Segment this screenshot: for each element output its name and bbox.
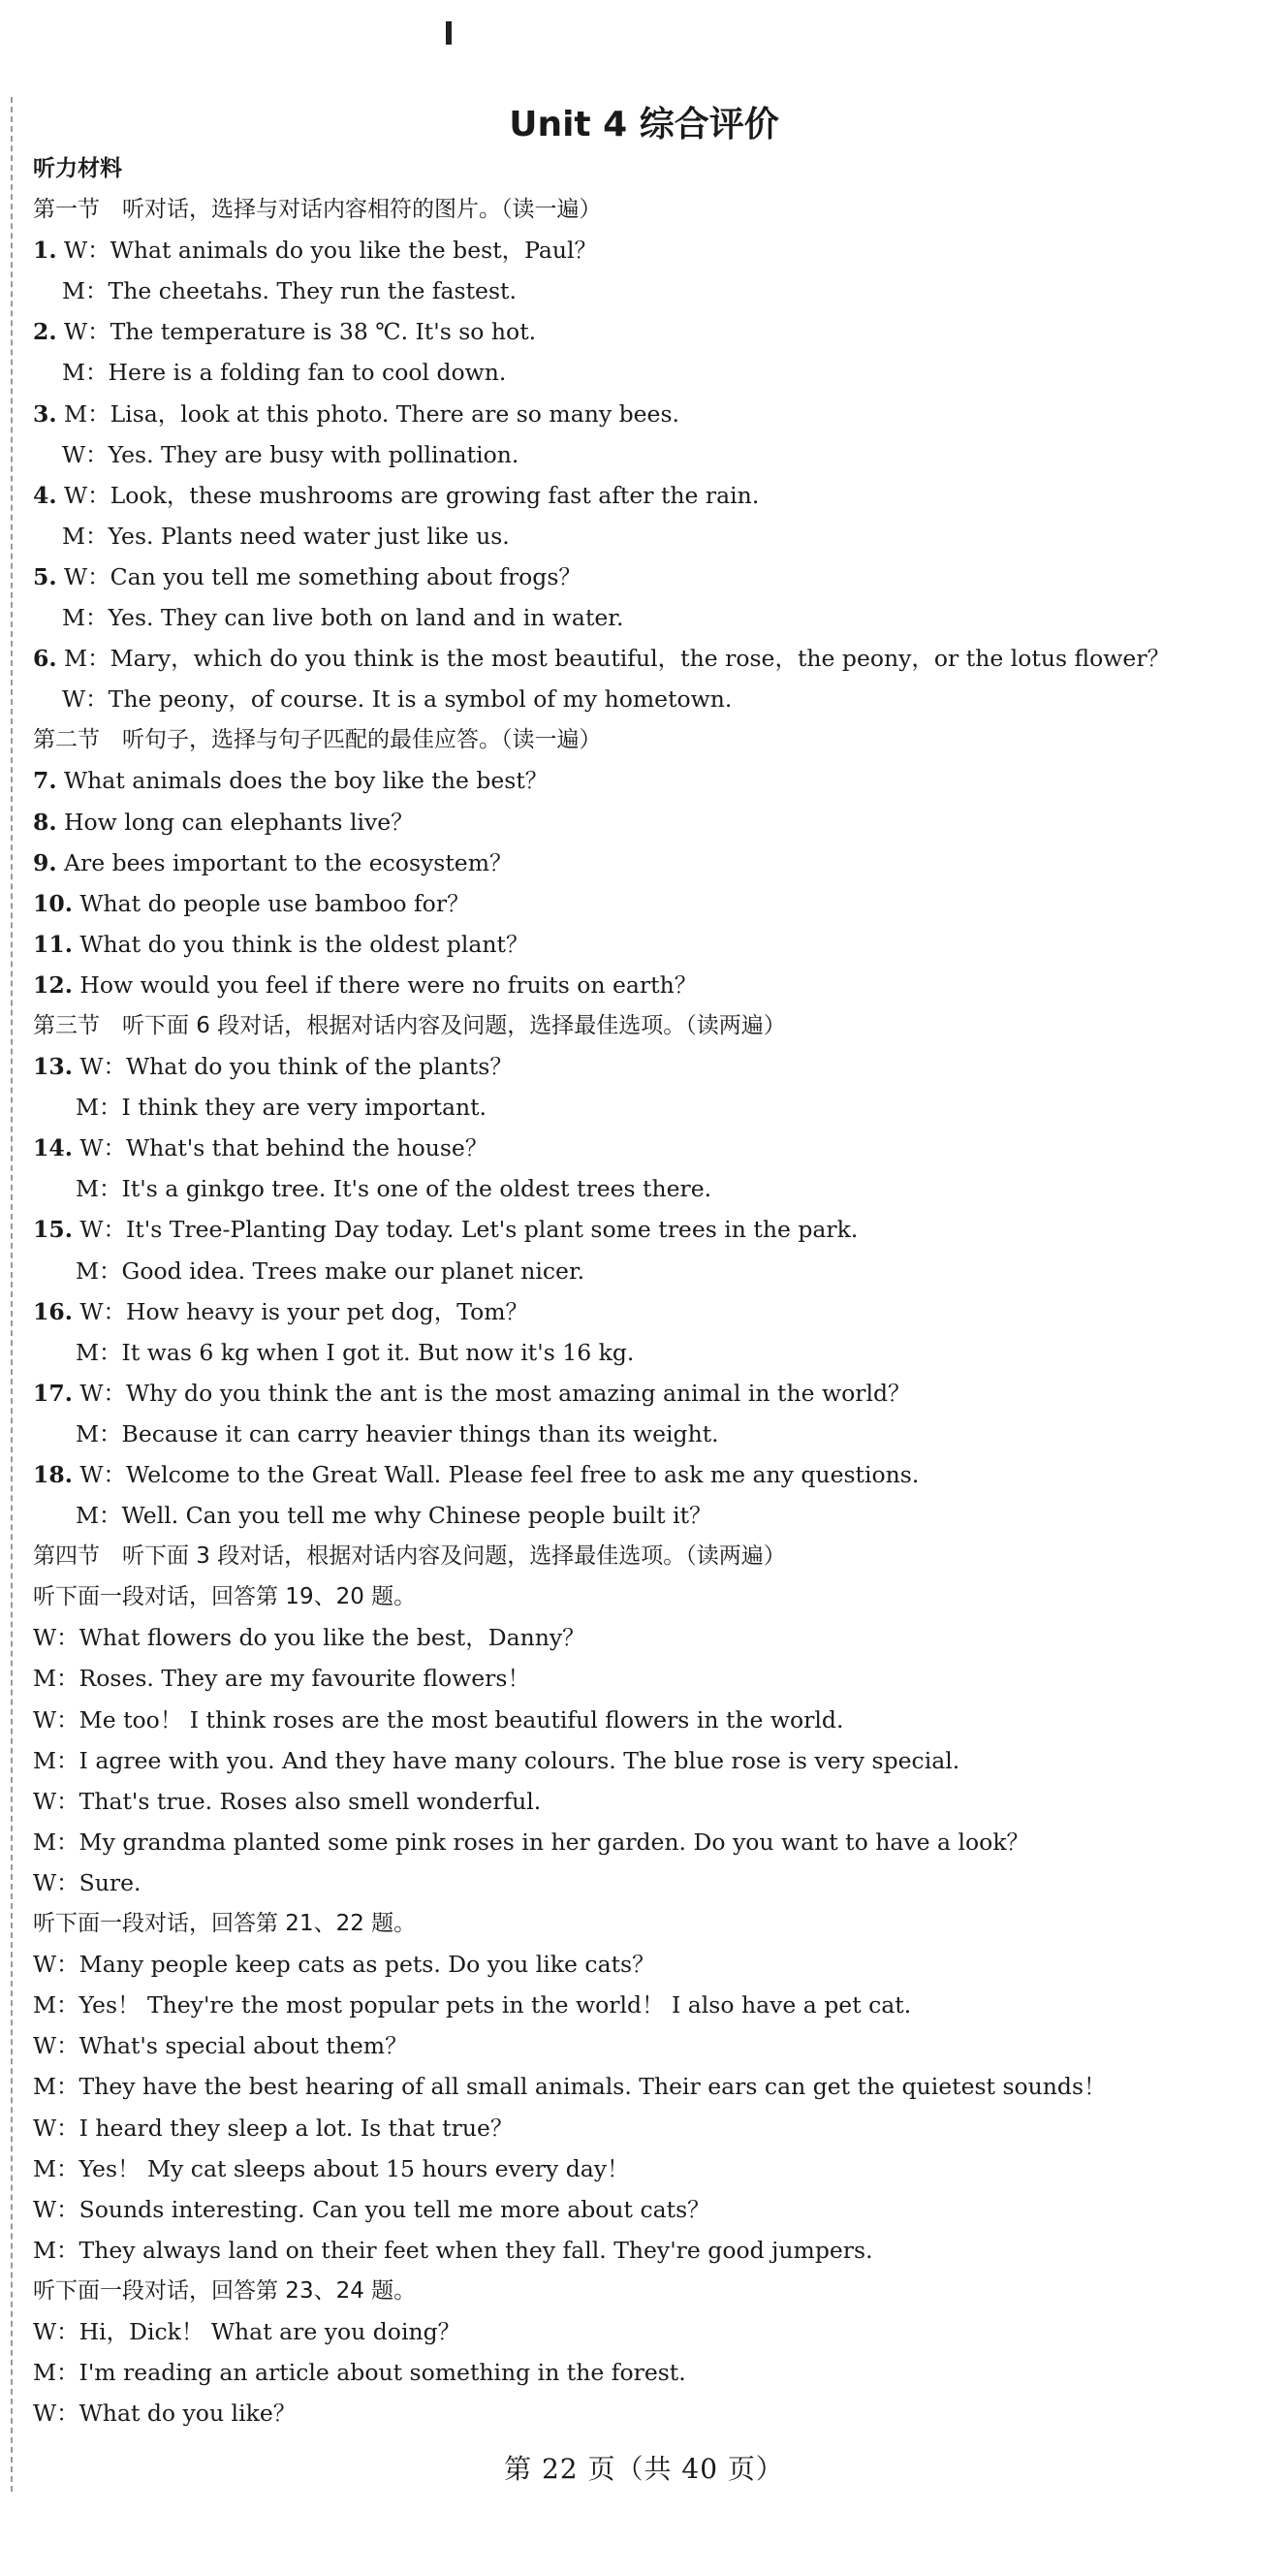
question-line	[33, 1291, 1264, 1332]
question-line	[33, 638, 1264, 679]
question-line	[33, 1128, 1264, 1168]
line-text: 听下面一段对话，回答第 19、20 题。	[33, 1584, 417, 1610]
dialogue-line	[33, 2108, 1264, 2148]
section-instruction	[33, 1903, 1264, 1944]
question-number: 5.	[33, 562, 57, 590]
question-line	[33, 1046, 1264, 1087]
dialogue-line	[33, 597, 1264, 638]
dialogue-line	[33, 2025, 1264, 2066]
question-number: 11.	[33, 930, 73, 958]
line-text: W：What's that behind the house？	[72, 1134, 488, 1162]
dialogue-line	[33, 2066, 1264, 2107]
question-number: 7.	[33, 767, 57, 795]
question-line	[33, 311, 1264, 352]
dialogue-line	[33, 270, 1264, 311]
question-line	[33, 760, 1264, 801]
binding-cut-line	[11, 97, 13, 2492]
question-line	[33, 1209, 1264, 1250]
line-text: M：Good idea. Trees make our planet nicer.	[76, 1256, 585, 1285]
dialogue-line	[33, 1617, 1264, 1658]
line-text: W：What's special about them？	[33, 2032, 408, 2060]
dialogue-line	[33, 679, 1264, 719]
line-text: W：Sure.	[33, 1868, 141, 1896]
line-text: M：I think they are very important.	[76, 1094, 487, 1122]
dialogue-line	[33, 2352, 1264, 2393]
line-text: W：Sounds interesting. Can you tell me more about cats？	[33, 2195, 710, 2223]
line-text: 听下面一段对话，回答第 23、24 题。	[33, 2277, 417, 2304]
line-text: W：I heard they sleep a lot. Is that true？	[33, 2114, 514, 2142]
question-number: 2.	[33, 318, 57, 346]
section-instruction	[33, 1005, 1264, 1046]
line-text: M：Mary，which do you think is the most beautiful，the rose，the peony，or the lotus flower？	[56, 645, 1171, 673]
line-text: W：Yes. They are busy with pollination.	[62, 440, 519, 468]
line-text: W：That's true. Roses also smell wonderful.	[33, 1787, 542, 1815]
line-text: M：Because it can carry heavier things than its weight.	[76, 1419, 719, 1447]
line-text: W：The temperature is 38 ℃. It's so hot.	[56, 318, 537, 346]
question-number: 10.	[33, 889, 73, 917]
question-number: 3.	[33, 399, 57, 428]
line-text: 第四节 听下面 3 段对话，根据对话内容及问题，选择最佳选项。（读两遍）	[33, 1543, 786, 1570]
top-margin-mark	[446, 21, 452, 45]
dialogue-line	[33, 1985, 1264, 2025]
line-text: M：Yes！ They're the most popular pets in the world！ I also have a pet cat.	[33, 1991, 912, 2019]
section-instruction	[33, 719, 1264, 760]
listening-material	[33, 148, 1264, 2433]
section-instruction	[33, 189, 1264, 230]
section-instruction	[33, 1576, 1264, 1617]
question-number: 4.	[33, 481, 57, 509]
line-text: 第三节 听下面 6 段对话，根据对话内容及问题，选择最佳选项。（读两遍）	[33, 1012, 786, 1038]
line-text: M：I'm reading an article about something in the forest.	[33, 2359, 686, 2387]
line-text: W：Me too！ I think roses are the most beautiful flowers in the world.	[33, 1705, 844, 1733]
question-line	[33, 1454, 1264, 1495]
dialogue-line	[33, 2311, 1264, 2352]
dialogue-line	[33, 434, 1264, 475]
line-text: W：Look，these mushrooms are growing fast after the rain.	[56, 481, 760, 509]
dialogue-line	[33, 1944, 1264, 1985]
line-text: W：Can you tell me something about frogs？	[56, 562, 581, 590]
line-text: W：Welcome to the Great Wall. Please feel free to ask me any questions.	[72, 1461, 920, 1488]
dialogue-line	[33, 1740, 1264, 1781]
line-text: M：It was 6 kg when I got it. But now it's 16 kg.	[76, 1338, 635, 1366]
line-text: M：My grandma planted some pink roses in her garden. Do you want to have a look？	[33, 1828, 1030, 1856]
question-line	[33, 230, 1264, 270]
line-text: M：Yes. Plants need water just like us.	[62, 522, 510, 550]
line-text: W：What do you like？	[33, 2400, 297, 2428]
dialogue-line	[33, 2230, 1264, 2271]
line-text: M：Roses. They are my favourite flowers！	[33, 1665, 530, 1693]
dialogue-line	[33, 1087, 1264, 1128]
line-text: M：Yes. They can live both on land and in water.	[62, 604, 624, 632]
line-text: W：What animals do you like the best，Paul？	[56, 237, 598, 265]
line-text: M：Yes！ My cat sleeps about 15 hours every day！	[33, 2154, 630, 2182]
dialogue-line	[33, 2148, 1264, 2189]
question-number: 17.	[33, 1379, 73, 1407]
dialogue-line	[33, 1700, 1264, 1740]
dialogue-line	[33, 1251, 1264, 1291]
page-number: 第 22 页（共 40 页）	[504, 2453, 784, 2485]
question-number: 12.	[33, 970, 73, 999]
line-text: W：Why do you think the ant is the most amazing animal in the world？	[72, 1379, 911, 1407]
line-text: W：What flowers do you like the best，Danny？	[33, 1624, 585, 1652]
line-text: M：Here is a folding fan to cool down.	[62, 359, 507, 387]
line-text: M：I agree with you. And they have many colours. The blue rose is very special.	[33, 1746, 960, 1774]
question-number: 14.	[33, 1134, 73, 1162]
question-line	[33, 883, 1264, 924]
line-text: M：Lisa，look at this photo. There are so many bees.	[56, 399, 679, 428]
line-text: W：The peony，of course. It is a symbol of my hometown.	[62, 685, 733, 714]
line-text: W：How heavy is your pet dog，Tom？	[72, 1297, 529, 1325]
section-heading: 听力材料	[33, 156, 122, 181]
question-number: 8.	[33, 808, 57, 836]
dialogue-line	[33, 1414, 1264, 1454]
dialogue-line	[33, 2189, 1264, 2230]
question-number: 16.	[33, 1297, 73, 1325]
question-number: 6.	[33, 645, 57, 673]
question-number: 1.	[33, 237, 57, 265]
dialogue-line	[33, 516, 1264, 557]
section-instruction	[33, 1536, 1264, 1576]
question-line	[33, 802, 1264, 843]
line-text: What animals does the boy like the best？	[56, 767, 549, 795]
dialogue-line	[33, 1495, 1264, 1536]
line-text: 第一节 听对话，选择与对话内容相符的图片。（读一遍）	[33, 197, 602, 223]
line-text: M：They always land on their feet when they fall. They're good jumpers.	[33, 2236, 873, 2264]
dialogue-line	[33, 2393, 1264, 2433]
line-text: How would you feel if there were no fruits on earth？	[72, 970, 698, 999]
dialogue-line	[33, 1781, 1264, 1822]
line-text: Are bees important to the ecosystem？	[56, 848, 513, 876]
line-text: What do people use bamboo for？	[72, 889, 470, 917]
dialogue-line	[33, 1658, 1264, 1699]
dialogue-line	[33, 1168, 1264, 1209]
line-text: M：It's a ginkgo tree. It's one of the oldest trees there.	[76, 1175, 712, 1203]
question-number: 13.	[33, 1053, 73, 1081]
question-number: 15.	[33, 1216, 73, 1244]
line-text: W：Hi，Dick！ What are you doing？	[33, 2317, 461, 2345]
line-text: 听下面一段对话，回答第 21、22 题。	[33, 1911, 417, 1937]
line-text: What do you think is the oldest plant？	[72, 930, 529, 958]
question-line	[33, 394, 1264, 434]
line-text: M：Well. Can you tell me why Chinese people built it？	[76, 1502, 712, 1530]
question-number: 9.	[33, 848, 57, 876]
line-text: W：It's Tree-Planting Day today. Let's plant some trees in the park.	[72, 1216, 859, 1244]
line-text: W：Many people keep cats as pets. Do you like cats？	[33, 1951, 655, 1979]
dialogue-line	[33, 1332, 1264, 1373]
question-line	[33, 475, 1264, 516]
question-line	[33, 924, 1264, 965]
line-text: 第二节 听句子，选择与句子匹配的最佳应答。（读一遍）	[33, 727, 602, 753]
question-line	[33, 843, 1264, 883]
line-text: M：The cheetahs. They run the fastest.	[62, 277, 517, 305]
line-text: W：What do you think of the plants？	[72, 1053, 513, 1081]
dialogue-line	[33, 352, 1264, 393]
dialogue-line	[33, 1862, 1264, 1903]
line-text: How long can elephants live？	[56, 808, 414, 836]
section-instruction	[33, 2271, 1264, 2311]
question-line	[33, 1373, 1264, 1414]
line-text: M：They have the best hearing of all small animals. Their ears can get the quietest sounds！	[33, 2073, 1107, 2101]
question-line	[33, 965, 1264, 1005]
question-number: 18.	[33, 1461, 73, 1488]
question-line	[33, 557, 1264, 597]
page-title: Unit 4 综合评价	[509, 105, 779, 144]
dialogue-line	[33, 1822, 1264, 1862]
